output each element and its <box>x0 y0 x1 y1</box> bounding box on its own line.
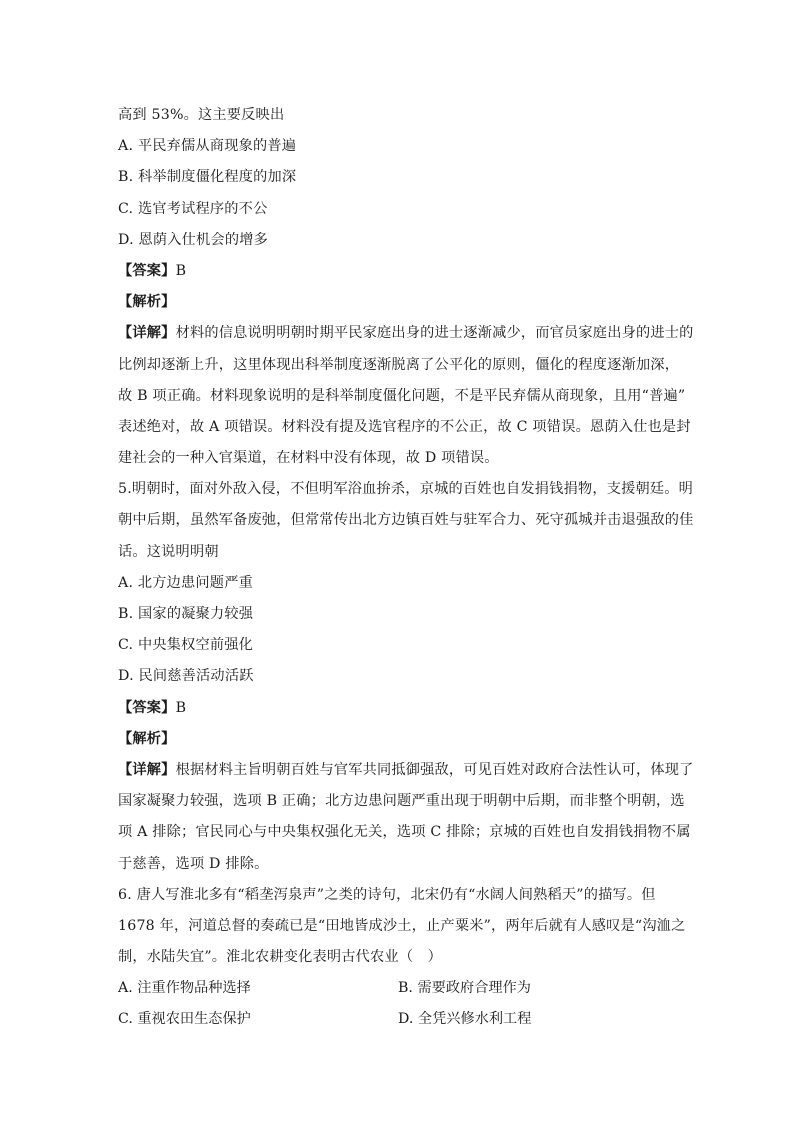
q6-option-c: C. 重视农田生态保护 <box>118 1011 251 1028</box>
q5-answer-value: B <box>175 699 187 716</box>
q5-stem-line-1: 5.明朝时，面对外敌入侵，不但明军浴血拚杀，京城的百姓也自发捐钱捐物，支援朝廷。明 <box>118 481 694 498</box>
document-page <box>118 100 694 1036</box>
q5-detail-line-4: 于慈善，选项 D 排除。 <box>118 855 269 872</box>
q5-detail-text-1: 根据材料主旨明朝百姓与官军共同抵御强敌，可见百姓对政府合法性认可，体现了 <box>175 761 694 778</box>
q5-detail-line-3: 项 A 排除；官民同心与中央集权强化无关，选项 C 排除；京城的百姓也自发捐钱捐物不属 <box>118 824 691 841</box>
q4-detail-line-2: 比例却逐渐上升，这里体现出科举制度逐渐脱离了公平化的原则，僵化的程度逐渐加深， <box>118 356 680 373</box>
q6-options-row-1 <box>118 973 678 1004</box>
q5-detail-line-1 <box>118 755 694 786</box>
q5-option-a: A. 北方边患问题严重 <box>118 574 253 591</box>
q4-detail-line-4: 表述绝对，故 A 项错误。材料没有提及选官程序的不公正，故 C 项错误。恩荫入仕也是封 <box>118 418 691 435</box>
q5-detail-line-2: 国家凝聚力较强，选项 B 正确；北方边患问题严重出现于明朝中后期，而非整个明朝，选 <box>118 793 685 810</box>
q4-detail-tag: 【详解】 <box>118 325 176 342</box>
q4-detail-line-3: 故 B 项正确。材料现象说明的是科举制度僵化问题，不是平民弃儒从商现象，且用“普遍” <box>118 387 686 404</box>
q5-stem-line-3: 话。这说明明朝 <box>118 543 219 560</box>
q4-stem-tail: 高到 53%。这主要反映出 <box>118 107 285 123</box>
q5-stem-line-2: 朝中后期，虽然军备废弛，但常常传出北方边镇百姓与驻军合力、死守孤城并击退强敌的佳 <box>118 512 694 529</box>
q4-analysis-tag: 【解析】 <box>118 294 176 311</box>
q5-option-c: C. 中央集权空前强化 <box>118 637 254 654</box>
q4-detail-line-5: 建社会的一种入官渠道，在材料中没有体现，故 D 项错误。 <box>118 450 499 467</box>
q6-option-a: A. 注重作物品种选择 <box>118 980 251 997</box>
q6-stem-line-3: 制，水陆失宜”。淮北农耕变化表明古代农业（ ） <box>118 949 442 966</box>
q5-analysis-tag: 【解析】 <box>118 730 176 747</box>
q4-answer-value: B <box>175 262 187 279</box>
q4-option-b: B. 科举制度僵化程度的加深 <box>118 169 297 186</box>
q4-detail-text-1: 材料的信息说明明朝时期平民家庭出身的进士逐渐减少，而官员家庭出身的进士的 <box>175 325 694 342</box>
q6-stem-line-1: 6. 唐人写淮北多有“稻垄泻泉声”之类的诗句，北宋仍有“水阔人间熟稻天”的描写。但 <box>118 886 656 903</box>
q4-answer <box>118 256 678 287</box>
q5-answer-tag: 【答案】 <box>118 699 176 716</box>
q6-option-d: D. 全凭兴修水利工程 <box>398 1011 532 1028</box>
q5-option-b: B. 国家的凝聚力较强 <box>118 606 254 622</box>
q5-answer <box>118 693 678 724</box>
q4-option-d: D. 恩荫入仕机会的增多 <box>118 231 268 248</box>
q6-stem-line-2: 1678 年，河道总督的奏疏已是“田地皆成沙土，止产粟米”，两年后就有人感叹是“沟洫之 <box>118 917 686 934</box>
q6-option-b: B. 需要政府合理作为 <box>398 980 531 997</box>
q6-options-row-2 <box>118 1004 678 1035</box>
q4-option-a: A. 平民弃儒从商现象的普遍 <box>118 138 297 155</box>
q4-option-c: C. 选官考试程序的不公 <box>118 200 268 217</box>
q4-answer-tag: 【答案】 <box>118 262 176 279</box>
q5-detail-tag: 【详解】 <box>118 761 176 778</box>
q5-option-d: D. 民间慈善活动活跃 <box>118 668 254 685</box>
q4-detail-line-1 <box>118 318 694 349</box>
